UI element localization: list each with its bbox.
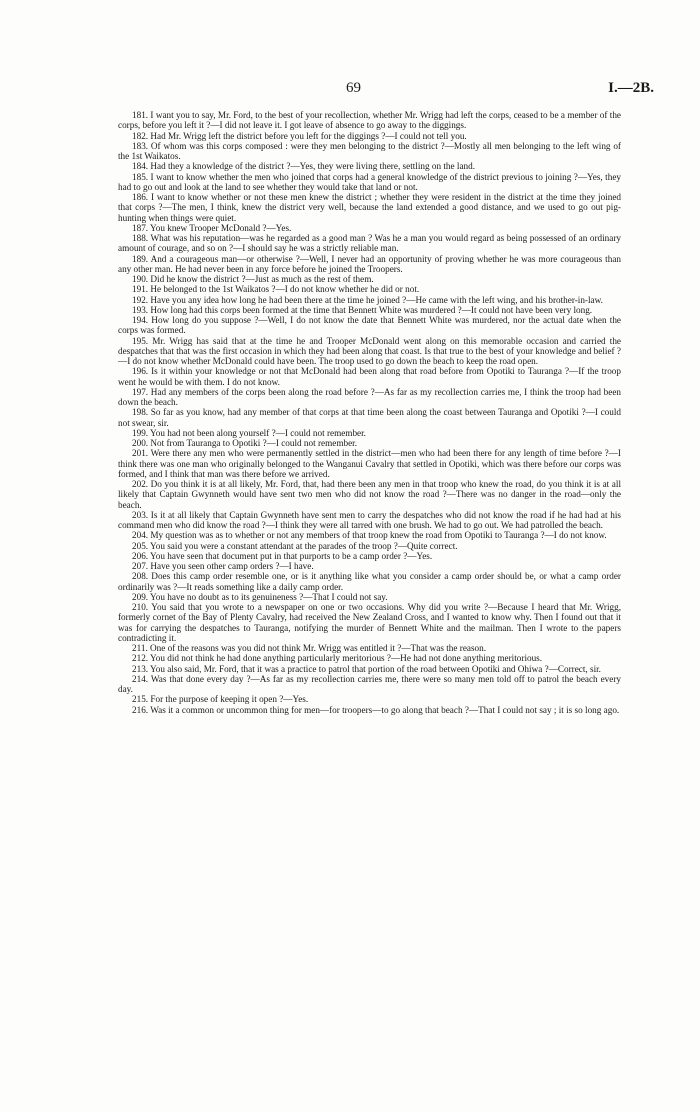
question-paragraph: 191. He belonged to the 1st Waikatos ?—I do not know whether he did or not.: [132, 284, 420, 295]
question-paragraph: 207. Have you seen other camp orders ?—I have.: [132, 561, 314, 571]
question-paragraph: 186. I want to know whether or not these men knew the district ; whether they were resident in the district at the time they joined that corps ?—The men, I think, knew the district very well, because the land extended a good distance, and we used to go out pig-hunting when things were quiet.: [118, 192, 621, 223]
question-paragraph: 208. Does this camp order resemble one, or is it anything like what you consider a camp order should be, or what a camp order ordinarily was ?—It reads something like a daily camp order.: [118, 571, 621, 592]
question-paragraph: 193. How long had this corps been formed at the time that Bennett White was murdered ?—It could not have been very long.: [132, 304, 593, 315]
question-paragraph: 214. Was that done every day ?—As far as my recollection carries me, there were so many men told off to patrol the beach every day.: [118, 673, 621, 694]
question-paragraph: 181. I want you to say, Mr. Ford, to the best of your recollection, whether Mr. Wrigg had left the corps, ceased to be a member of the corps, before you left it ?—I did not leave it. I got leave of absence to go away to the diggings.: [118, 110, 621, 131]
question-paragraph: 196. Is it within your knowledge or not that McDonald had been along that road before from Opotiki to Tauranga ?—If the troop went he would be with them. I do not know.: [118, 366, 621, 387]
page-number: 69: [346, 80, 361, 96]
question-paragraph: 197. Had any members of the corps been along the road before ?—As far as my recollection carries me, I think the troop had been down the beach.: [118, 386, 621, 407]
question-paragraph: 215. For the purpose of keeping it open ?—Yes.: [132, 694, 309, 705]
question-paragraph: 203. Is it at all likely that Captain Gwynneth have sent men to carry the despatches who did not know the road if he had had at his command men who did know the road ?—I think they were all tarred with one brush. We had to go out. We had patrolled the beach.: [118, 509, 621, 530]
page-header: [0, 80, 700, 100]
question-paragraph: 216. Was it a common or uncommon thing for men—for troopers—to go along that beach ?—That I could not say ; it is so long ago.: [132, 704, 620, 715]
question-paragraph: 213. You also said, Mr. Ford, that it was a practice to patrol that portion of the road between Opotiki and Ohiwa ?—Correct, sir.: [132, 663, 601, 674]
question-paragraph: 212. You did not think he had done anything particularly meritorious ?—He had not done anything meritorious.: [132, 653, 543, 664]
question-paragraph: 189. And a courageous man—or otherwise ?—Well, I never had an opportunity of proving whether he was more courageous than any other man. He had never been in any force before he joined the Troopers.: [118, 253, 621, 274]
document-body: [118, 110, 621, 715]
question-paragraph: 200. Not from Tauranga to Opotiki ?—I could not remember.: [132, 438, 357, 448]
question-paragraph: 187. You knew Trooper McDonald ?—Yes.: [132, 222, 292, 233]
question-paragraph: 192. Have you any idea how long he had been there at the time he joined ?—He came with the left wing, and his brother-in-law.: [132, 294, 603, 305]
question-paragraph: 198. So far as you know, had any member of that corps at that time been along the coast between Tauranga and Opotiki ?—I could not swear, sir.: [118, 407, 621, 428]
question-paragraph: 205. You said you were a constant attendant at the parades of the troop ?—Quite correct.: [132, 540, 458, 551]
question-paragraph: 183. Of whom was this corps composed : were they men belonging to the district ?—Mostly all men belonging to the left wing of the 1st Waikatos.: [118, 140, 621, 161]
question-paragraph: 202. Do you think it is at all likely, Mr. Ford, that, had there been any men in that troop who knew the road, do you think it is at all likely that Captain Gwynneth would have sent two men who did not know the road ?—There was no danger in the road—only the beach.: [118, 479, 621, 510]
question-paragraph: 211. One of the reasons was you did not think Mr. Wrigg was entitled it ?—That was the reason.: [132, 643, 487, 653]
question-paragraph: 201. Were there any men who were permanently settled in the district—men who had been there for any length of time before ?—I think there was one man who originally belonged to the Wanganui Cavalry that settled in Opotiki, which was there before our corps was formed, and I think that man was there before we arrived.: [118, 448, 621, 479]
question-paragraph: 185. I want to know whether the men who joined that corps had a general knowledge of the district previous to joining ?—Yes, they had to go out and look at the land to see whether they would take that land or not.: [118, 171, 621, 192]
document-reference: I.—2B.: [608, 80, 654, 96]
question-paragraph: 184. Had they a knowledge of the district ?—Yes, they were living there, settling on the land.: [132, 161, 476, 172]
question-paragraph: 194. How long do you suppose ?—Well, I do not know the date that Bennett White was murdered, nor the actual date when the corps was formed.: [118, 315, 621, 336]
question-paragraph: 182. Had Mr. Wrigg left the district before you left for the diggings ?—I could not tell you.: [132, 130, 467, 141]
question-paragraph: 209. You have no doubt as to its genuineness ?—That I could not say.: [132, 591, 388, 602]
question-paragraph: 190. Did he know the district ?—Just as much as the rest of them.: [132, 274, 374, 284]
question-paragraph: 188. What was his reputation—was he regarded as a good man ? Was he a man you would regard as being possessed of an ordinary amount of courage, and so on ?—I should say he was a strictly reliable man.: [118, 233, 621, 254]
question-paragraph: 195. Mr. Wrigg has said that at the time he and Trooper McDonald went along on this memorable occasion and carried the despatches that that was the first occasion in which they had been along that coast. Is that true to the best of your knowledge and belief ?—I do not know whether McDonald could have been. The troop used to go down the beach to keep the road open.: [118, 335, 621, 366]
question-paragraph: 204. My question was as to whether or not any members of that troop knew the road from Opotiki to Tauranga ?—I do not know.: [132, 530, 607, 541]
question-paragraph: 206. You have seen that document put in that purports to be a camp order ?—Yes.: [132, 550, 433, 561]
question-paragraph: 199. You had not been along yourself ?—I could not remember.: [132, 427, 366, 438]
question-paragraph: 210. You said that you wrote to a newspaper on one or two occasions. Why did you write ?—Because I heard that Mr. Wrigg, formerly cornet of the Bay of Plenty Cavalry, had received the New Zealand Cross, and I wanted to know why. Then I found out that it was for carrying the despatches to Tauranga, notifying the murder of Bennett White and the mailman. Then I wrote to the papers contradicting it.: [118, 602, 621, 643]
